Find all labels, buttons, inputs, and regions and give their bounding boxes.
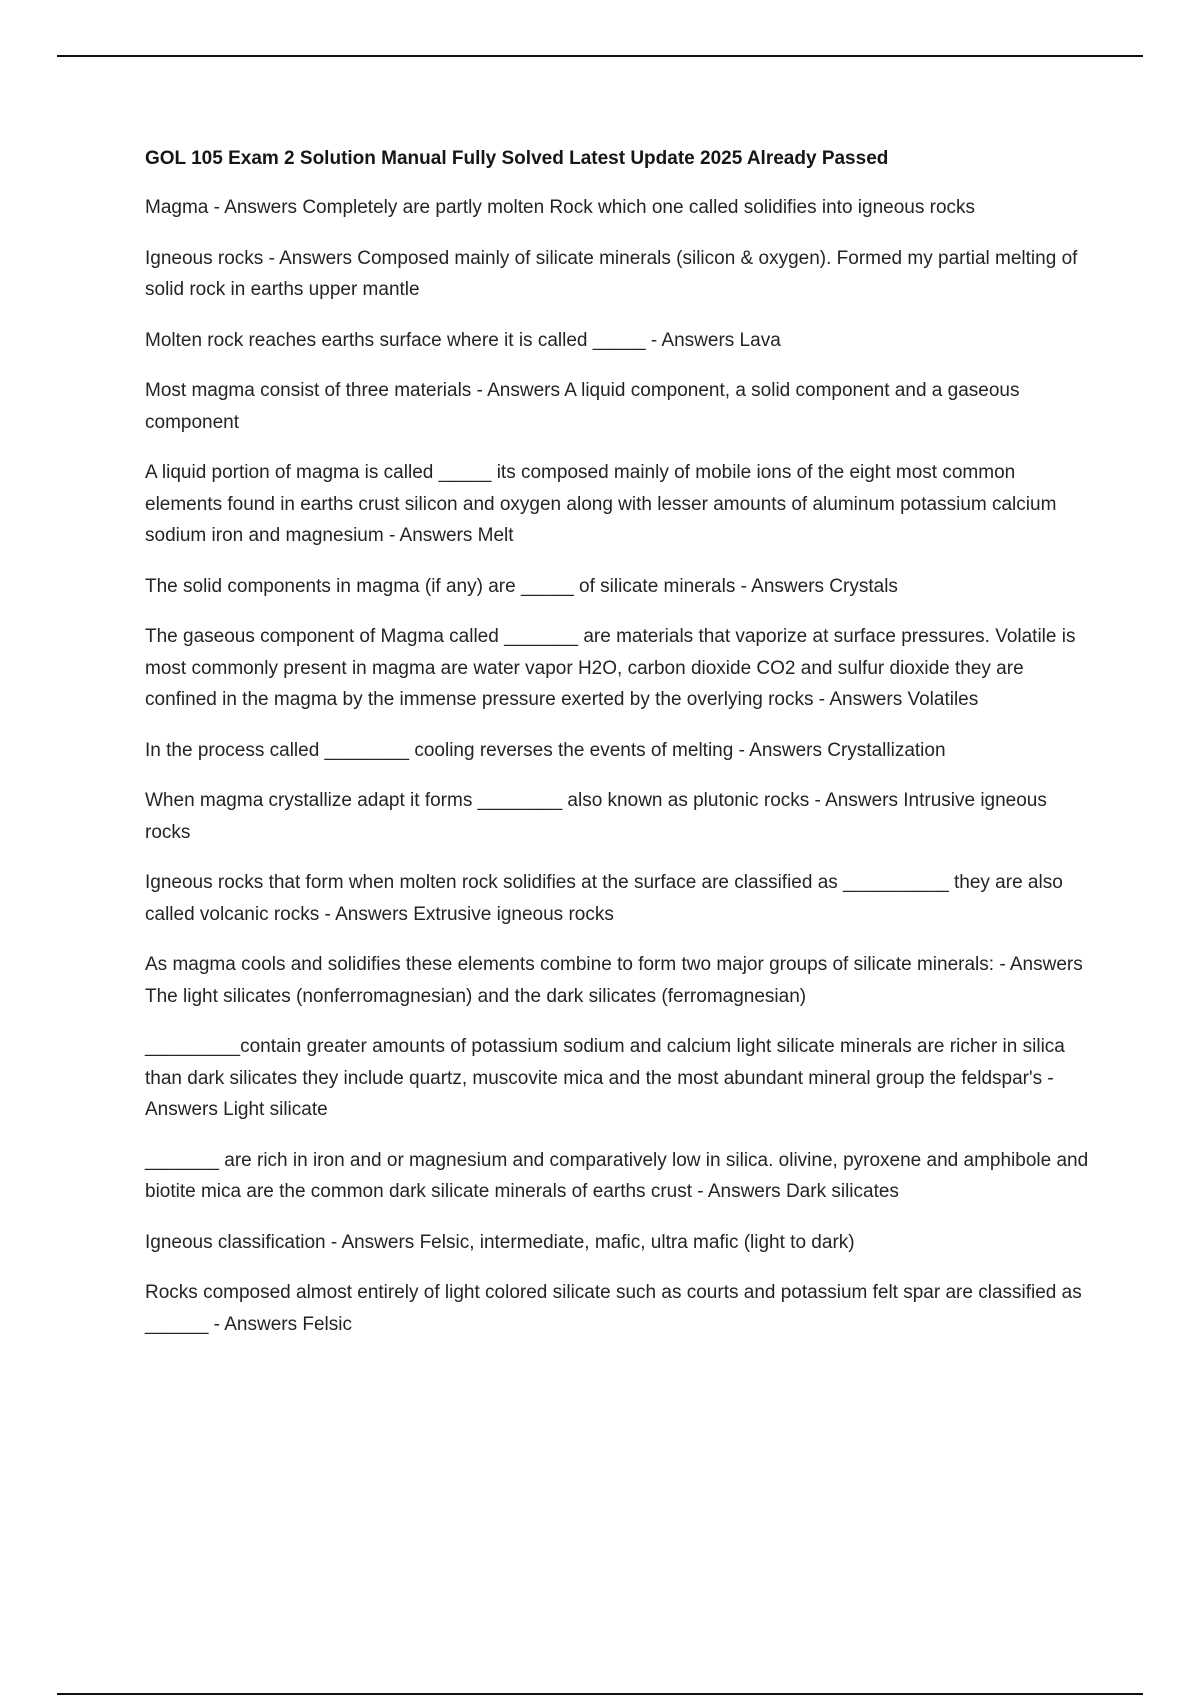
qa-item: A liquid portion of magma is called _____ its composed mainly of mobile ions of the eight most common elements found in earths crust silicon and oxygen along with lesser amounts of aluminum potassium calcium sodium iron and magnesium - Answers Melt xyxy=(145,462,1057,546)
qa-item: Most magma consist of three materials - Answers A liquid component, a solid component and a gaseous component xyxy=(145,380,1020,433)
document-body xyxy=(145,144,1090,1359)
footer-rule xyxy=(57,1693,1143,1695)
qa-item: Magma - Answers Completely are partly molten Rock which one called solidifies into igneous rocks xyxy=(145,197,976,218)
qa-item: The gaseous component of Magma called _______ are materials that vaporize at surface pressures. Volatile is most commonly present in magma are water vapor H2O, carbon dioxide CO2 and sulfur dioxide they are confined in the magma by the immense pressure exerted by the overlying rocks - Answers Volatiles xyxy=(145,626,1076,710)
header-rule xyxy=(57,55,1143,57)
qa-item: In the process called ________ cooling reverses the events of melting - Answers Crystallization xyxy=(145,739,946,761)
qa-item: Rocks composed almost entirely of light colored silicate such as courts and potassium felt spar are classified as ______ - Answers Felsic xyxy=(145,1282,1082,1335)
qa-item: When magma crystallize adapt it forms ________ also known as plutonic rocks - Answers Intrusive igneous rocks xyxy=(145,790,1047,843)
qa-item: Igneous rocks - Answers Composed mainly of silicate minerals (silicon & oxygen). Formed my partial melting of solid rock in earths upper mantle xyxy=(145,247,1078,300)
qa-item: The solid components in magma (if any) are _____ of silicate minerals - Answers Crystals xyxy=(145,575,898,597)
qa-item: _______ are rich in iron and or magnesium and comparatively low in silica. olivine, pyroxene and amphibole and biotite mica are the common dark silicate minerals of earths crust - Answers Dark silicates xyxy=(145,1149,1089,1202)
qa-item: Igneous rocks that form when molten rock solidifies at the surface are classified as __________ they are also called volcanic rocks - Answers Extrusive igneous rocks xyxy=(145,872,1063,925)
qa-item: Molten rock reaches earths surface where it is called _____ - Answers Lava xyxy=(145,329,781,351)
qa-item: Igneous classification - Answers Felsic, intermediate, mafic, ultra mafic (light to dark) xyxy=(145,1231,855,1253)
qa-item: As magma cools and solidifies these elements combine to form two major groups of silicate minerals: - Answers The light silicates (nonferromagnesian) and the dark silicates (ferromagnesian) xyxy=(145,954,1083,1007)
document-title: GOL 105 Exam 2 Solution Manual Fully Solved Latest Update 2025 Already Passed xyxy=(145,148,889,169)
qa-item: _________contain greater amounts of potassium sodium and calcium light silicate minerals are richer in silica than dark silicates they include quartz, muscovite mica and the most abundant mineral group the feldspar's - Answers Light silicate xyxy=(145,1036,1065,1120)
